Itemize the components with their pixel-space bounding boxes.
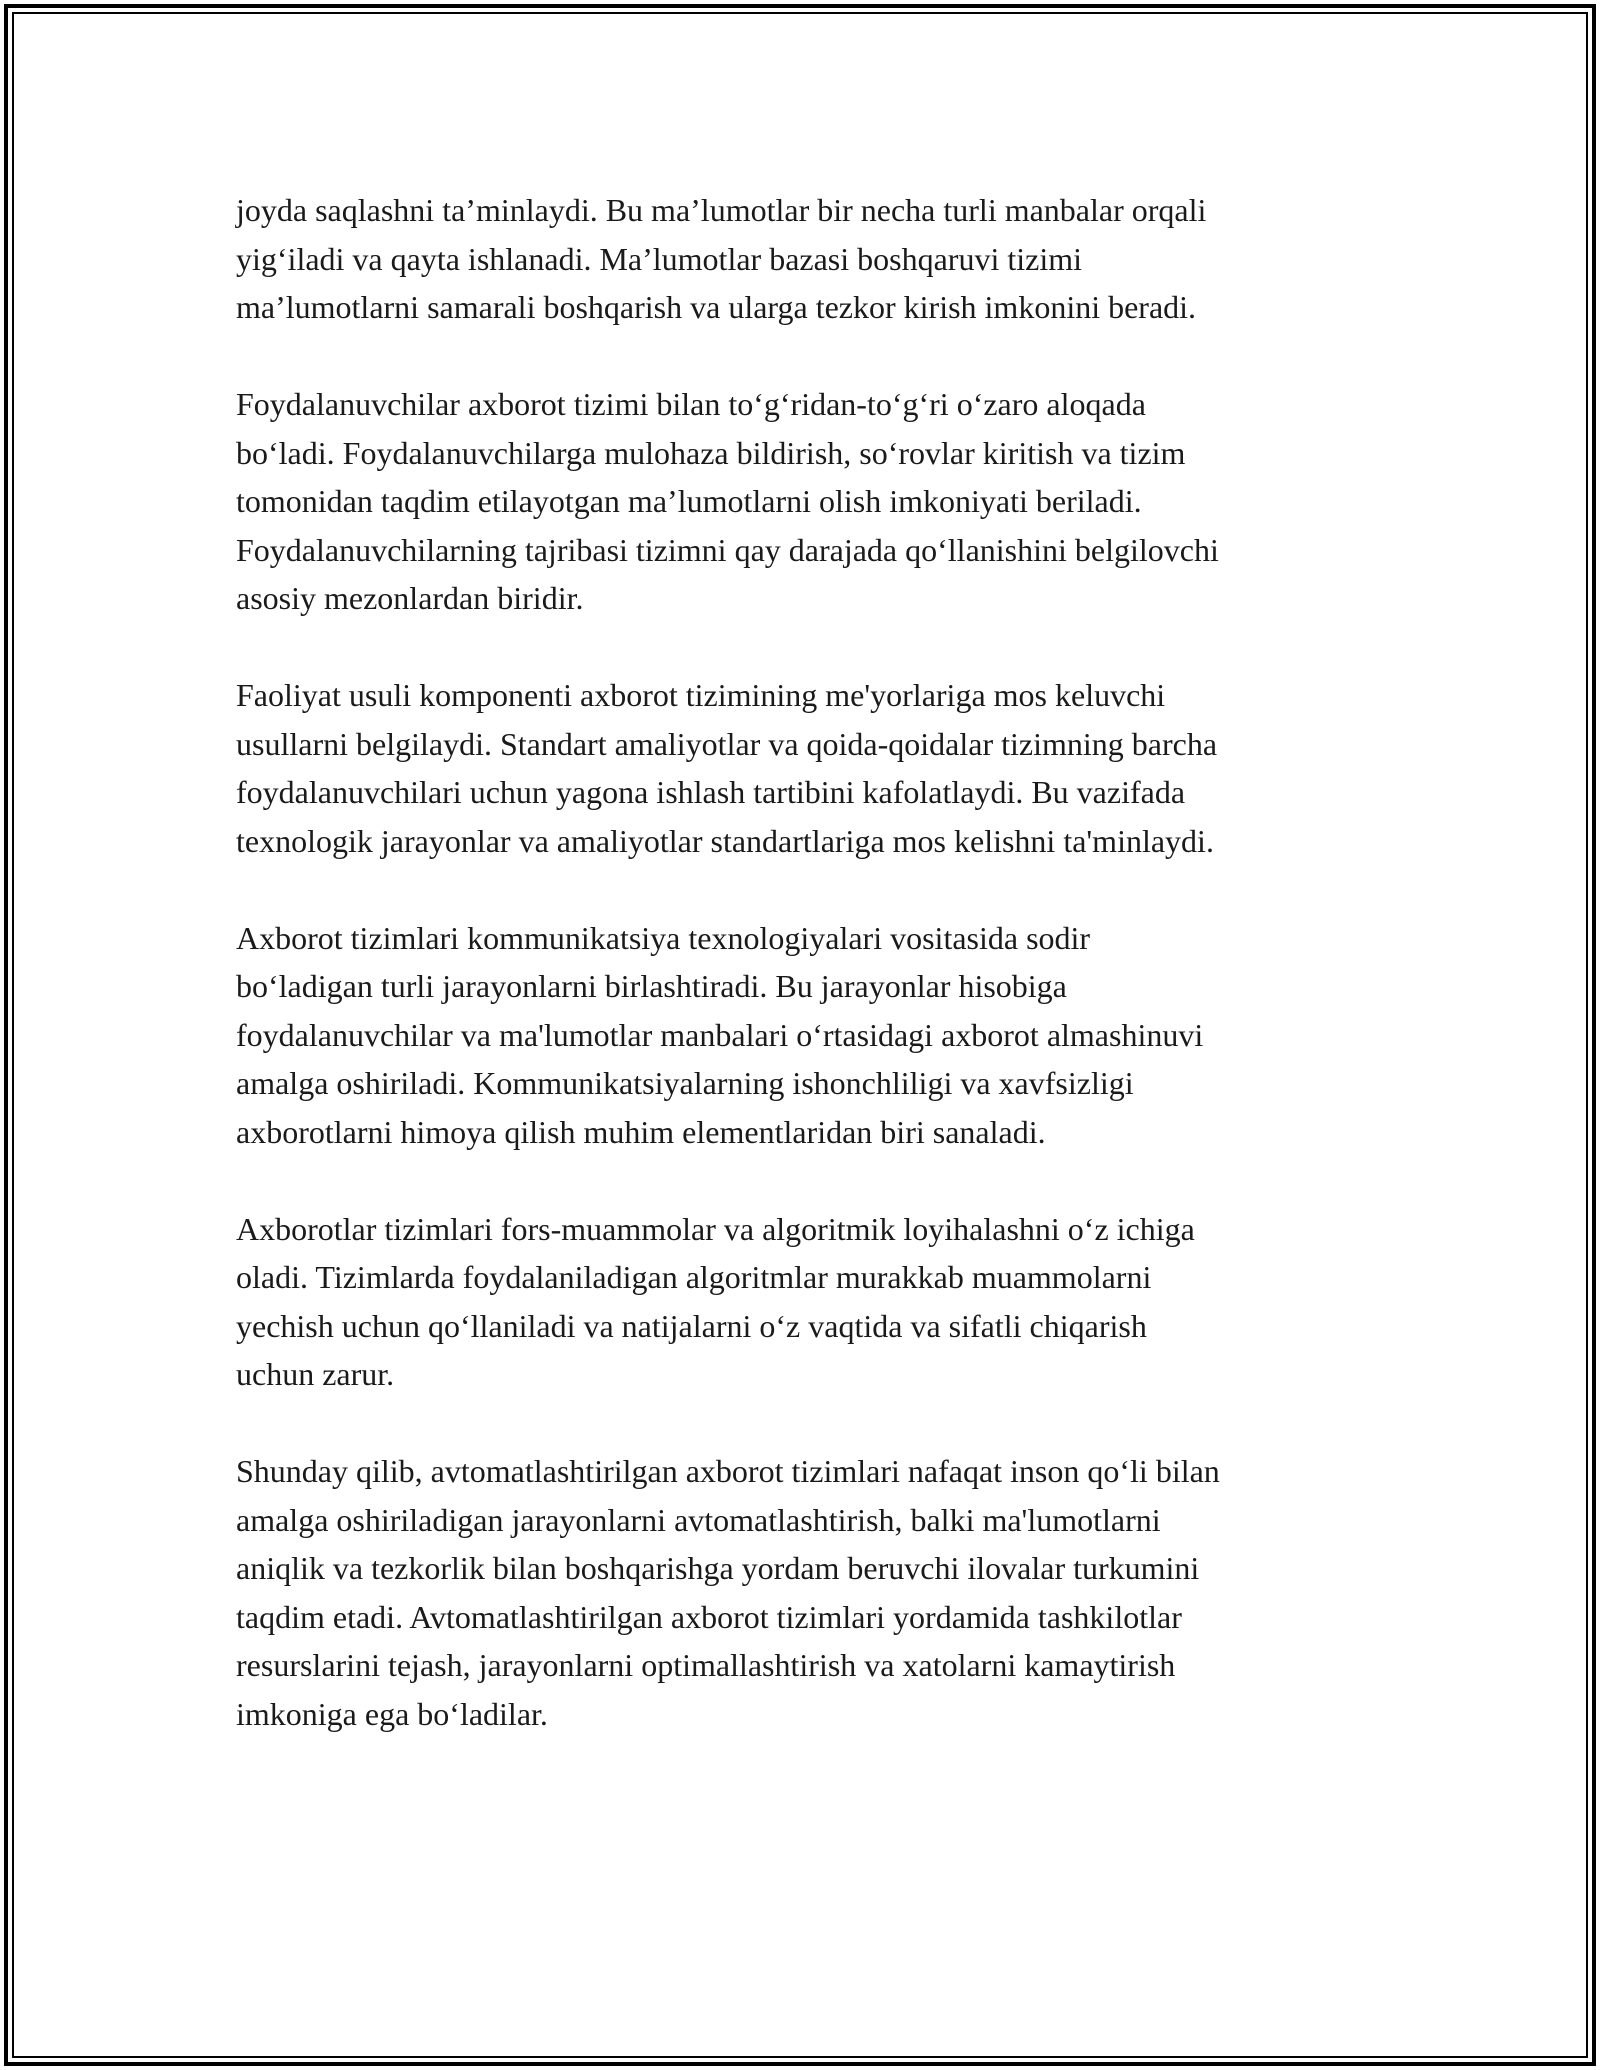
- text-line: bo‘ladigan turli jarayonlarni birlashtiradi. Bu jarayonlar hisobiga: [236, 968, 1067, 1004]
- text-line: joyda saqlashni ta’minlaydi. Bu ma’lumotlar bir necha turli manbalar orqali: [236, 192, 1207, 228]
- paragraph-6: [236, 1447, 1376, 1738]
- text-line: imkoniga ega bo‘ladilar.: [236, 1695, 548, 1732]
- text-line: taqdim etadi. Avtomatlashtirilgan axborot tizimlari yordamida tashkilotlar: [236, 1598, 1182, 1635]
- text-line: resurslarini tejash, jarayonlarni optimallashtirish va xatolarni kamaytirish: [236, 1647, 1176, 1683]
- text-line: axborotlarni himoya qilish muhim elementlaridan biri sanaladi.: [236, 1113, 1046, 1150]
- paragraph-2: [236, 380, 1376, 623]
- text-line: yig‘iladi va qayta ishlanadi. Ma’lumotlar bazasi boshqaruvi tizimi: [236, 240, 1082, 277]
- document-body: [236, 186, 1376, 1787]
- text-line: foydalanuvchilar va ma'lumotlar manbalari o‘rtasidagi axborot almashinuvi: [236, 1016, 1204, 1053]
- paragraph-4: [236, 914, 1376, 1157]
- text-line: ma’lumotlarni samarali boshqarish va ularga tezkor kirish imkonini beradi.: [236, 289, 1197, 325]
- paragraph-3: [236, 671, 1376, 865]
- text-line: foydalanuvchilari uchun yagona ishlash tartibini kafolatlaydi. Bu vazifada: [236, 774, 1186, 810]
- text-line: Shunday qilib, avtomatlashtirilgan axborot tizimlari nafaqat inson qo‘li bilan: [236, 1453, 1220, 1489]
- text-line: uchun zarur.: [236, 1356, 395, 1392]
- text-line: bo‘ladi. Foydalanuvchilarga mulohaza bildirish, so‘rovlar kiritish va tizim: [236, 434, 1186, 471]
- text-line: usullarni belgilaydi. Standart amaliyotlar va qoida-qoidalar tizimning barcha: [236, 725, 1218, 762]
- text-line: tomonidan taqdim etilayotgan ma’lumotlarni olish imkoniyati beriladi.: [236, 483, 1142, 519]
- paragraph-5: [236, 1205, 1376, 1399]
- text-line: Axborot tizimlari kommunikatsiya texnologiyalari vositasida sodir: [236, 919, 1091, 956]
- text-line: Foydalanuvchilarning tajribasi tizimni qay darajada qo‘llanishini belgilovchi: [236, 531, 1219, 568]
- text-line: Axborotlar tizimlari fors-muammolar va algoritmik loyihalashni o‘z ichiga: [236, 1210, 1195, 1247]
- paragraph-1: [236, 186, 1376, 332]
- text-line: amalga oshiriladi. Kommunikatsiyalarning ishonchliligi va xavfsizligi: [236, 1065, 1134, 1101]
- text-line: Faoliyat usuli komponenti axborot tizimining me'yorlariga mos keluvchi: [236, 677, 1166, 713]
- text-line: oladi. Tizimlarda foydalaniladigan algoritmlar murakkab muammolarni: [236, 1259, 1152, 1295]
- text-line: yechish uchun qo‘llaniladi va natijalarni o‘z vaqtida va sifatli chiqarish: [236, 1307, 1147, 1344]
- text-line: aniqlik va tezkorlik bilan boshqarishga yordam beruvchi ilovalar turkumini: [236, 1550, 1200, 1586]
- text-line: amalga oshiriladigan jarayonlarni avtomatlashtirish, balki ma'lumotlarni: [236, 1501, 1161, 1538]
- text-line: asosiy mezonlardan biridir.: [236, 580, 584, 616]
- text-line: texnologik jarayonlar va amaliyotlar standartlariga mos kelishni ta'minlaydi.: [236, 822, 1214, 859]
- text-line: Foydalanuvchilar axborot tizimi bilan to‘g‘ridan-to‘g‘ri o‘zaro aloqada: [236, 386, 1146, 422]
